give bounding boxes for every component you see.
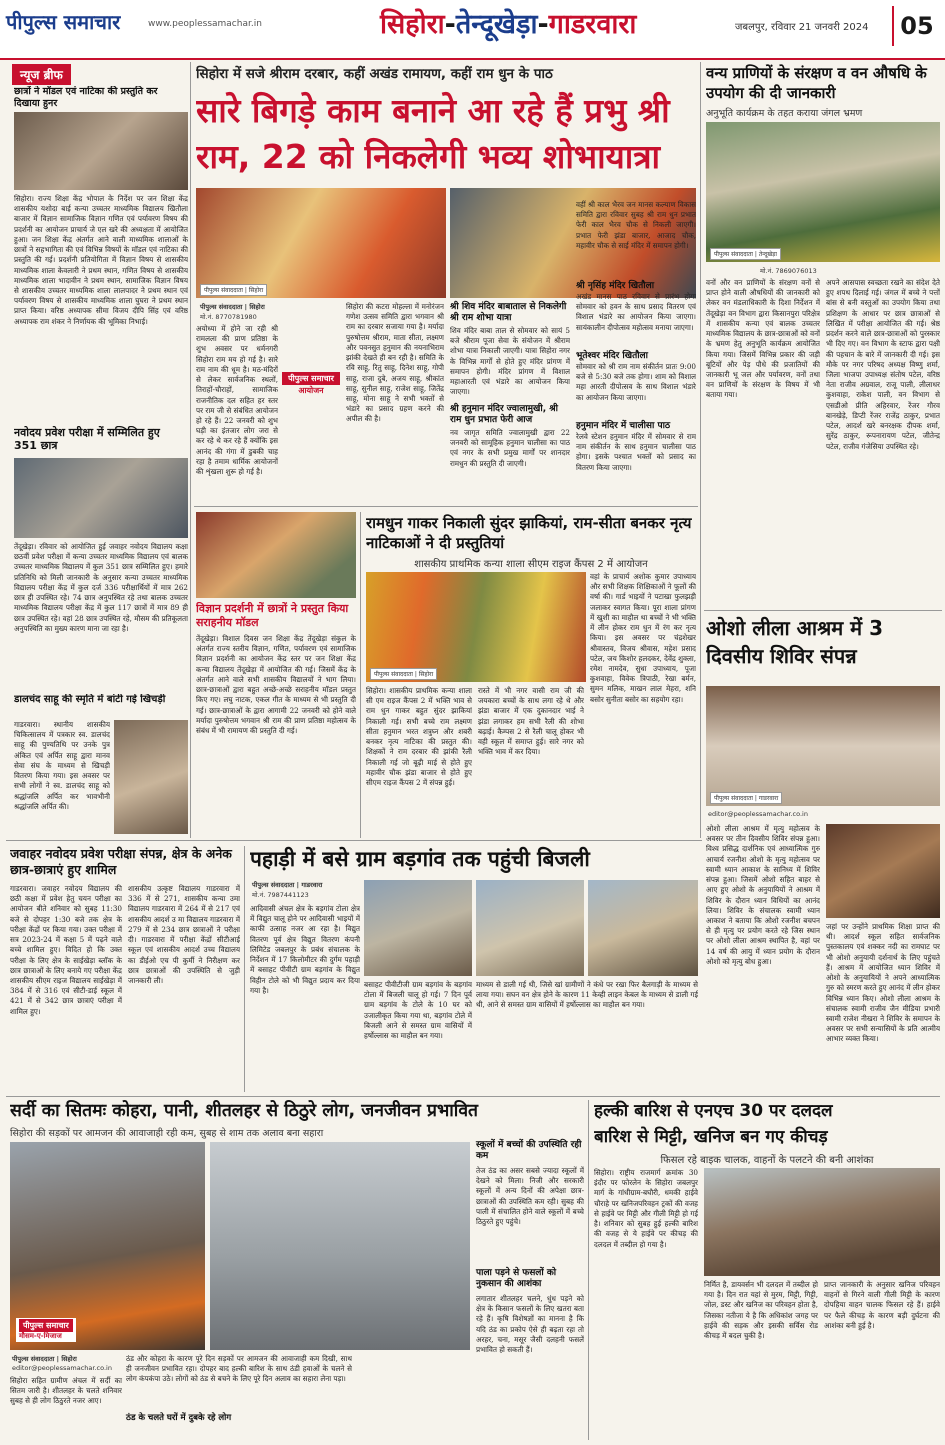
news-brief-column xyxy=(6,62,188,838)
cold-headline: सर्दी का सितमः कोहरा, पानी, शीतलहर से ठिठुरे लोग, जनजीवन प्रभावित xyxy=(10,1101,479,1121)
cold-logo-sub: मौसम-ए-मिजाज xyxy=(19,1332,62,1340)
nh30-body-2: निर्मित है, डायवर्सन भी दलदल में तब्दील हो गया है। दिन रात यहां से मुरम, मिट्टी, गिट्टी, जोल, डस्ट और खनिज का परिवहन होता है, जिसका नतीजा ये है कि अधिकांश जगह पर हाईवे की सड़क और इसकी सर्विस रोड कीचड़ में बदल चुकी है। xyxy=(704,1280,818,1341)
lead-body-6: अखंड मानस पाठ रविवार से प्रारंभ होगा सोमवार को हवन के साथ प्रसाद वितरण एवं विशाल भंडारे का आयोजन किया जाएगा। सायंकालीन दीपोत्सव महोत्सव मनाया जाएगा। xyxy=(576,292,696,332)
navodaya-body-2: शासकीय उत्कृष्ट विद्यालय गाडरवारा में 336 में से 271, शासकीय कन्या उमा विद्यालय गाडरवारा में 264 में से 217 एवं शासकीय आदर्श उ मा विद्यालय गाडरवारा में 279 में से 234 छात्र छात्राओं ने परीक्षा दी। गाडरवारा में परीक्षा केंद्रों सीटीआई स्कूल एवं शासकीय आदर्श उच्च विद्यालय का डीईओ एच पी कुर्मी ने निरीक्षण कर छात्र छात्राओं की उपस्थिति से जुड़ी जानकारी ली। xyxy=(128,884,240,985)
ramdhun-photo-caption: पीपुल्स संवाददाता | सिहोरा xyxy=(370,668,437,680)
khichdi-photo xyxy=(114,720,188,834)
nh30-deck: फिसल रहे बाइक चालक, वाहनों के पलटने की बनी आशंका xyxy=(660,1155,874,1166)
lead-body-3: शिव मंदिर बाबा ताल से सोमवार को सायं 5 बजे श्रीराम पूजा सेवा के संयोजन में श्रीराम शोभा यात्रा निकाली जाएगी। यात्रा सिहोरा नगर के विभिन्न मार्गों से होते हुए मंदिर प्रांगण में समापन होगी। मंदिर प्रांगण में विशाल महाआरती एवं भंडारे का आयोजन किया जाएगा। xyxy=(450,326,570,397)
nh30-photo xyxy=(704,1168,940,1276)
cold-deck: सिहोरा की सड़कों पर आमजन की आवाजाही रही कम, सुबह से शाम तक अलाव बना सहारा xyxy=(10,1128,324,1139)
page-number: 05 xyxy=(892,6,940,46)
cold-body-2: ठंड और कोहरा के कारण पूरे दिन सड़कों पर आमजन की आवाजाही कम दिखी, साथ ही जनजीवन प्रभावित रहा। दोपहर बाद हल्की बारिश के साथ ठंडी हवाओं के चलने से लोग कंपकंपा उठे। लोगों को ठंड से बचने के लिए पूरे दिन अलाव का सहारा लेना पड़ा। xyxy=(126,1354,352,1384)
osho-photo xyxy=(706,686,940,806)
lead-logo-sub: आयोजन xyxy=(298,386,324,395)
cold-sub-1: ठंड के चलते घरों में दुबके रहे लोग xyxy=(126,1413,232,1423)
lead-body-1: अयोध्या में होने जा रही श्री रामलला की प्राण प्रतिष्ठा के शुभ अवसर पर धर्मनगरी सिहोरा राम मय हो गई है। सारे राम नाम की धूम है। मठ-मंदिरों से लेकर सार्वजनिक स्थलों, तिराहों-चौराहों, सामाजिक राजनीतिक दल सहित हर स्तर पर राम जी से संबंधित आयोजन हो रहे हैं। 22 जनवरी को शुभ घड़ी का इंतजार लोग जरा से कर रहे थे कर रहे हैं क्योंकि इस आनंद की गंगा में डुबकी चाह रहा है तमाम धार्मिक आयोजनों की शृंखला शुरू हो गई है। xyxy=(196,324,278,477)
section-dash-2: - xyxy=(537,9,549,40)
electricity-photo-1 xyxy=(364,880,472,976)
wildlife-phone: मो.नं. 7869076013 xyxy=(760,267,817,275)
navodaya-brief-headline: नवोदय प्रवेश परीक्षा में सम्मिलित हुए 351 छात्र xyxy=(14,426,160,453)
osho-email: editor@peoplessamachar.co.in xyxy=(708,810,808,818)
lead-photo-rama-darbar xyxy=(196,188,446,298)
cold-logo-tag xyxy=(16,1318,76,1342)
website: www.peoplessamachar.in xyxy=(148,19,262,29)
electricity-headline: पहाड़ी में बसे ग्राम बड़गांव तक पहुंची बिजली xyxy=(250,847,590,871)
masthead xyxy=(0,0,945,60)
osho-headline: ओशो लीला आश्रम में 3 दिवसीय शिविर संपन्न xyxy=(706,616,884,668)
osho-photo-caption: पीपुल्स संवाददाता | गाडरवारा xyxy=(710,792,782,804)
lead-logo-tag xyxy=(282,372,340,400)
electricity-byline: पीपुल्स संवाददाता | गाडरवारा xyxy=(252,881,323,889)
cold-byline: पीपुल्स संवाददाता | सिहोरा xyxy=(12,1355,77,1363)
electricity-body-2: बसाहट पीवीटीजी ग्राम बड़गांव के बड़गांव टोला में बिजली चालू हो गई। 7 दिन पूर्व ग्राम बड़गांव के टोले के 10 घर को उजालीकृत किया गया था, बड़गांव टोले में बिजली आने से समस्त ग्राम वासियों में हर्षोल्लास का माहौल बन गया। xyxy=(364,980,472,1041)
wildlife-body-1: वनों और वन प्राणियों के संरक्षण वनों से प्राप्त होने वाली औषधियों की जानकारी को लेकर वन मंडलाधिकारी के दिशा निर्देशन में तेंदूखेड़ा वन विभाग द्वारा किसानपुरा परिक्षेत्र में शासकीय कन्या एवं बालक उच्चतर माध्यमिक विद्यालय के छात्र-छात्राओं को वनों के भ्रमण हेतु अनुभूति कार्यक्रम आयोजित किया गया। जिसमें विभिन्न प्रकार की जड़ी बूटियों और पेड़ पौधे की प्रजातियों की जानकारी भू जल और पर्यावरण, वनों तथा वन प्राणियों के संरक्षण के विषय में भी बताया गया। xyxy=(706,278,820,400)
section-title xyxy=(380,4,636,41)
lead-sub-1: श्री शिव मंदिर बाबाताल से निकलेगी श्री राम शोभा यात्रा xyxy=(450,302,567,323)
navodaya-brief-body: तेंदूखेड़ा। रविवार को आयोजित हुई जवाहर नवोदय विद्यालय कक्षा छठवीं प्रवेश परीक्षा में कन्या उच्चतर माध्यमिक विद्यालय एवं बालक उच्चतर माध्यमिक विद्यालय में कुल 351 छात्र सम्मिलित हुए। हमारे प्रतिनिधि को मिली जानकारी के अनुसार कन्या उच्चतर माध्यमिक विद्यालय परीक्षा केंद्र में कुल दर्ज 336 परीक्षार्थियों में मात्र 262 छात्र ही उपस्थित रहे। 74 छात्र अनुपस्थित रहे तथा बालक उच्चतर माध्यमिक विद्यालय परीक्षा केंद्र में कुल 117 छात्रों में मात्र 89 ही छात्र उपस्थित रहे। वहां 28 छात्र उपस्थित रहे, मौसम की प्रतिकूलता अनुपस्थिति का मुख्य कारण माना जा रहा है। xyxy=(14,542,188,633)
navodaya-brief-photo xyxy=(14,458,188,538)
cold-photo-1 xyxy=(10,1142,205,1350)
section-dash-1: - xyxy=(444,9,456,40)
lead-sub-3: श्री नृसिंह मंदिर खितौला xyxy=(576,281,655,291)
ramdhun-photo xyxy=(366,572,586,682)
khichdi-body: गाडरवारा। स्थानीय शासकीय चिकित्सालय में पत्रकार स्व. डालचंद साहू की पुण्यतिथि पर उनके पुत्र अंकित एवं अर्पित साहू द्वारा मानव सेवा संघ के माध्यम से खिचड़ी वितरण किया गया। इस अवसर पर सभी लोगों ने स्व. डालचंद साहू को श्रद्धांजलि अर्पित कर भावभीनी श्रद्धांजलि अर्पित की। xyxy=(14,720,110,811)
lead-body-5: वहीं श्री काल भैरव जन मानस कल्याण विकास समिति द्वारा रविवार सुबह श्री राम धुन प्रभात फेरी काल भैरव चौक से निकली जाएगी। प्रभात फेरी झंडा बाजार, आजाद चौक, महावीर चौक से साई मंदिर में समापन होगी। xyxy=(576,200,696,250)
electricity-body-1: आदिवासी अंचल क्षेत्र के बड़गांव टोला क्षेत्र में विद्युत चालू होने पर आदिवासी भाइयों में काफी उत्साह नजर आ रहा है। विद्युत वितरण पूर्व क्षेत्र विद्युत वितरण कंपनी लिमिटेड जबलपुर के प्रबंध संचालक के निर्देशन में 17 किलोमीटर की दुर्गम पहाड़ी में बसाहट पीवीटी ग्राम बड़गांव के विद्युत विहीन टोले को भी विद्युत प्रदाय कर दिया गया है। xyxy=(250,904,360,995)
news-brief-headline: छात्रों ने मॉडल एवं नाटिका की प्रस्तुति कर दिखाया हुनर xyxy=(14,86,158,110)
cold-sub-2: स्कूलों में बच्चों की उपस्थिति रही कम xyxy=(476,1140,582,1161)
news-brief-photo xyxy=(14,112,188,190)
osho-body-2: जहां पर उन्होंने प्राथमिक शिक्षा प्राप्त की थी। आदर्श स्कूल सहित सार्वजनिक पुस्तकालय एवं शक्कर नदी का रामघाट पर भी ओशो अनुयायी दर्शनार्थ के लिए पहुंचते हैं। आश्रम में आयोजित ध्यान शिविर में ओशो के अनुयायियों ने अपने आध्यात्मिक गुरु को स्मरण करते हुए आनंद में लीन होकर विभिन्न ध्यान किए। ओशो लीला आश्रम के संचालक स्वामी राजीव जैन मीडिया प्रभारी स्वामी राजेश नीखरा ने शिविर के समापन के अवसर पर सभी सन्यासियों के प्रति आत्मीय आभार व्यक्त किया। xyxy=(826,922,940,1044)
nh30-headline: हल्की बारिश से एनएच 30 पर दलदल xyxy=(594,1101,833,1121)
brand-logo: पीपुल्स समाचार xyxy=(6,10,121,34)
wildlife-headline: वन्य प्राणियों के संरक्षण व वन औषधि के उपयोग की दी जानकारी xyxy=(706,64,927,102)
wildlife-photo xyxy=(706,122,940,262)
electricity-photo-3 xyxy=(588,880,698,976)
wildlife-body-2: अपने आसपास स्वच्छता रखने का संदेश देते हुए शपथ दिलाई गई। जंगल में बच्चे ने पत्तों बांस से बनी वस्तुओं का उपयोग किया तथा प्रशिक्षण के आधार पर छात्र छात्राओं से लिखित में परीक्षा आयोजित की गई। श्रेष्ठ प्रदर्शन करने वाले छात्र-छात्राओं को पुरस्कार भी दिए गए। वन विभाग के स्टाफ द्वारा पक्षी की पहचान के बारे में जानकारी दी गई। इस मौके पर नगर परिषद अध्यक्ष विष्णु शर्मा, जिला भाजपा उपाध्यक्ष संतोष पटेल, वरिष्ठ नेता राजीव अग्रवाल, राजू पाली, लीलाधर कुशवाहा, राकेश पाली, वन विभाग से एसडीओ प्रीति अहिरवार, रेंजर गौरव बानखेड़े, डिप्टी रेंजर राजेंद्र ठाकुर, प्रभात पटेल, आदर्श खरे बनरक्षक दीपक शर्मा, सुरेंद्र ठाकुर, रूपनारायण पटेल, जीतेन्द्र पटेल, राजीव गंजेसिया उपस्थित रहे। xyxy=(826,278,940,451)
news-brief-label: न्यूज ब्रीफ xyxy=(12,64,71,85)
electricity-phone: मो.नं. 7987441123 xyxy=(252,891,309,899)
cold-body-1: सिहोरा सहित ग्रामीण अंचल में सर्दी का सितम जारी है। शीतलहर के चलते शनिवार सुबह से ही लोग ठिठुरते नजर आए। xyxy=(10,1376,122,1406)
lead-body-4: नव जागृत समिति ज्वालामुखी द्वारा 22 जनवरी को सामूहिक हनुमान चालीसा का पाठ एवं नगर के सभी प्रमुख मार्गों पर शानदार रामधुन की प्रस्तुति दी जाएगी। xyxy=(450,428,570,468)
nh30-body-3: प्राप्त जानकारी के अनुसार खनिज परिवहन वाहनों से गिरने वाली गीली मिट्टी के कारण दोपहिया वाहन चालक फिसल रहे हैं। हाईवे पर फैले कीचड़ के कारण बड़ी दुर्घटना की आशंका बनी हुई है। xyxy=(824,1280,940,1330)
news-brief-body: सिहोरा। राज्य शिक्षा केंद्र भोपाल के निर्देश पर जन शिक्षा केंद्र शासकीय यशोदा बाई कन्या उच्चतर माध्यमिक विद्यालय खितौला बाजार में विज्ञान सामाजिक विज्ञान गणित एवं पर्यावरण विषय की प्रदर्शनी का आयोजन प्राचार्य जे एल खरे की अध्यक्षता में आयोजित हुआ। जन शिक्षा केंद्र अंतर्गत आने वाली माध्यमिक शालाओं के छात्रों ने सहभागिता की एवं विभिन्न विषयों के मॉडल एवं नाटिका की प्रस्तुति की गई। प्रदर्शनी प्रतियोगिता में विज्ञान विषय से शासकीय माध्यमिक शाला केवलारी ने प्रथम स्थान, गणित विषय से शासकीय माध्यमिक शाला भादावीन ने प्रथम स्थान, सामाजिक विज्ञान विषय से शासकीय उच्चतर माध्यमिक शाला लालपादर ने प्रथम स्थान एवं पर्यावरण विषय से शासकीय माध्यमिक शाला घुघरा ने प्रथम स्थान प्राप्त किया। वरिष्ठ अध्यापक सीमा विजय दीपि सिंह एवं वरिष्ठ अध्यापक राम शंकर ने निर्णायक की भूमिका निभाई। xyxy=(14,194,188,326)
cold-email: editor@peoplessamachar.co.in xyxy=(12,1364,112,1372)
dateline: जबलपुर, रविवार 21 जनवरी 2024 xyxy=(735,22,869,33)
lead-sub-5: हनुमान मंदिर में चालीसा पाठ xyxy=(576,421,671,431)
lead-sub-2: श्री हनुमान मंदिर ज्वालामुखी, श्री राम धुन प्रभात फेरी आज xyxy=(450,404,559,425)
ramdhun-body-1: सिहोरा। शासकीय प्राथमिक कन्या शाला सी एम राइज कैंपस 2 में भक्ति भाव से राम धुन गाकर बहुत सुंदर झाकियां निकाली गई। सभी बच्चे राम लक्ष्मण सीता हनुमान भरत शत्रुघ्न और शबरी बनकर नृत्य नाटिका की प्रस्तुत की। शिक्षकों ने राम दरबार की झांकी रैली निकाली गई जो बूढ़ी माई से होते हुए महावीर चौक झंडा बाजार से होते हुए सीएम राइज कैंपस 2 में संपन्न हुई। xyxy=(366,686,472,787)
lead-kicker: सिहोरा में सजे श्रीराम दरबार, कहीं अखंड रामायण, कहीं राम धुन के पाठ xyxy=(196,66,553,82)
cold-photo-2 xyxy=(210,1142,470,1350)
electricity-photo-2 xyxy=(476,880,584,976)
ramdhun-body-3: वहां के प्राचार्य अशोक कुमार उपाध्याय और सभी शिक्षक शिक्षिकाओं ने फूलों की वर्षा की। गार्ड भाइयों ने पटाखा फुलझड़ी जलाकर स्वागत किया। पूरा शाला प्रांगण में खुशी का माहौल था बच्चों ने भी भक्ति में लीन होकर राम धुन में रंग कर नृत्य किया। इस अवसर पर चंद्रशेखर श्रीवास्तव, विजय श्रीवास, महेश प्रसाद पटेल, जय किशोर हलदकर, देवेंद्र शुक्ला, रमेश नामदेव, सुधा उपाध्याय, पूजा कुशवाहा, विवेक त्रिपाठी, रेखा बर्मन, सुमन मलिक, माखन लाल मेहरा, शनि बसोर सुनीता बसोर का सहयोग रहा। xyxy=(590,572,696,704)
lead-phone: मो.नं. 8770781980 xyxy=(200,313,257,321)
osho-photo-2 xyxy=(826,824,940,918)
nh30-headline-2: बारिश से मिट्टी, खनिज बन गए कीचड़ xyxy=(594,1127,828,1147)
ramdhun-headline: रामधुन गाकर निकाली सुंदर झाकियां, राम-सीता बनकर नृत्य नाटिकाओं ने दी प्रस्तुतियां xyxy=(366,514,692,552)
wildlife-photo-caption: पीपुल्स संवाददाता | तेन्दूखेड़ा xyxy=(710,248,781,260)
lead-byline: पीपुल्स संवाददाता | सिहोरा xyxy=(200,303,265,311)
cold-body-3: तेज ठंड का असर सबसे ज्यादा स्कूलों में देखने को मिला। निजी और सरकारी स्कूलों में अन्य दिनों की अपेक्षा छात्र-छात्राओं की उपस्थिति कम रही। सुबह की पाली में संचालित होने वाले स्कूलों में बच्चे ठिठुरते हुए पहुंचे। xyxy=(476,1166,584,1227)
cold-body-4: लगातार शीतलहर चलने, धुंध पड़ने को क्षेत्र के किसान फसलों के लिए खतरा बता रहे हैं। कृषि विशेषज्ञों का मानना है कि यदि ठंड का प्रकोप ऐसे ही बढ़ता रहा तो अरहर, चना, मसूर जैसी दलहनी फसलें प्रभावित हो सकती हैं। xyxy=(476,1294,584,1355)
section-sihora: सिहोरा xyxy=(380,9,445,40)
section-gadarwara: गाडरवारा xyxy=(548,9,637,40)
ramdhun-deck: शासकीय प्राथमिक कन्या शाला सीएम राइज कैंपस 2 में आयोजन xyxy=(414,559,648,570)
osho-body-1: ओशो लीला आश्रम में मृत्यु महोत्सव के अवसर पर तीन दिवसीय शिविर संपन्न हुआ। विश्व प्रसिद्ध दार्शनिक एवं आध्यात्मिक गुरु आचार्य रजनीश ओशो के मृत्यु महोत्सव पर स्वामी ध्यान आकाश के सानिध्य में शिविर संपन्न हुआ। जिसमें ओशो सहित बाहर से आए हुए ओशो के अनुयायियों ने आश्रम में शिविर के दौरान ध्यान विधियों का आनंद लिया। शिविर के संचालक स्वामी ध्यान आकाश ने बताया कि ओशो रजनीश बचपन से ही मृत्यु पर प्रयोग करते रहे जिस स्थान पर ओशो लीला आश्रम स्थापित है, वहां पर 14 वर्ष की आयु में ध्यान प्रयोग के दौरान ओशो को मृत्यु बोध हुआ। xyxy=(706,824,820,966)
lead-body-7: सोमवार को श्री राम नाम संकीर्तन प्रातः 9:00 बजे से 5:30 बजे तक होगा। शाम को विशाल महा आरती दीपोत्सव के साथ विशाल भंडारे का आयोजन किया जाएगा। xyxy=(576,362,696,402)
cold-sub-3: पाला पड़ने से फसलों को नुकसान की आशंका xyxy=(476,1268,557,1289)
nh30-body-1: सिहोरा। राष्ट्रीय राजमार्ग क्रमांक 30 इंदौर पर फोरलेन के सिहोरा जबलपुर मार्ग के गांधीग्राम-बघौरी, धमकी हाईवे चौराहे पर खनिजपरिवहन ट्रकों की वजह से हाईवे पर मिट्टी और गीली मिट्टी हो गई है। शनिवार को सुबह हुई हल्की बारिश की वजह से ये हाईवे पर कीचड़ की दलदल में तब्दील हो गया है। xyxy=(594,1168,698,1249)
lead-headline: सारे बिगड़े काम बनाने आ रहे हैं प्रभु श्री राम, 22 को निकलेगी भव्य शोभायात्रा xyxy=(196,91,670,176)
science-photo xyxy=(196,512,356,598)
lead-photo-caption: पीपुल्स संवाददाता | सिहोरा xyxy=(200,284,267,296)
lead-body-8: रेलवे स्टेशन हनुमान मंदिर में सोमवार से राम नाम संकीर्तन के साथ हनुमान चालीसा पाठ होगा। इसके पश्चात भक्तों को प्रसाद का वितरण किया जाएगा। xyxy=(576,432,696,472)
lead-sub-4: भूतेश्वर मंदिर खितौला xyxy=(576,351,648,361)
khichdi-headline: डालचंद साहू की स्मृति में बांटी गई खिचड़ी xyxy=(14,694,166,705)
wildlife-deck: अनुभूति कार्यक्रम के तहत कराया जंगल भ्रमण xyxy=(706,108,863,119)
lead-logo-brand: पीपुल्स समाचार xyxy=(282,372,340,385)
ramdhun-body-2: रास्ते में भी नगर वासी राम जी की जयकारा बच्चों के साथ लगा रहे थे और झंडा बाजार में एक दुकानदार भाई ने झंडा लगाकर हम सभी रैली की शोभा बढ़ाई। कैम्पस 2 से रैली चालू होकर भी वही स्कूल में समाप्त हुई। सारे नगर को भक्ति भाव में कर दिया। xyxy=(478,686,584,757)
lead-body-2: सिहोरा की कटरा मोहल्ला में मनोरंजन गणेश उत्सव समिति द्वारा भगवान श्री राम का दरबार सजाया गया है। मर्यादा पुरुषोत्तम श्रीराम, माता सीता, लक्ष्मण और पवनसुत हनुमान की नयनाभिराम झांकी देखते ही बन रही है। समिति के रवि साहू, रितु साहू, दिनेश साहू, गोपी साहू, राजा दुबे, अजय साहू, श्रीकांत साहू, सुनील साहू, राजेश साहू, जितेंद्र साहू, मोना साहू ने सभी भक्तों से भंडारे का प्रसाद ग्रहण करने की अपील की है। xyxy=(346,302,444,424)
cold-logo-brand: पीपुल्स समाचार xyxy=(19,1319,73,1332)
science-headline: विज्ञान प्रदर्शनी में छात्रों ने प्रस्तुत किया सराहनीय मॉडल xyxy=(196,602,349,629)
science-body: तेंदूखेड़ा। विशाल दिवस जन शिक्षा केंद्र तेंदूखेड़ा संकुल के अंतर्गत राज्य स्तरीय विज्ञान, गणित, पर्यावरण एवं सामाजिक विज्ञान प्रदर्शनी का आयोजन केंद्र स्तर पर जन शिक्षा केंद्र कन्या विद्यालय तेंदूखेड़ा में आयोजित की गई। जिसमें केंद्र के अंतर्गत आने वाले सभी शासकीय विद्यालयों ने भाग लिया। छात्र-छात्राओं द्वारा बहुत अच्छे-अच्छे सराहनीय मॉडल प्रस्तुत किए गए। लघु नाटक, एकल गीत के माध्यम से भी प्रस्तुति दी गई। छात्र-छात्राओं के द्वारा आगामी 22 जनवरी को होने वाले मर्यादा पुरुषोत्तम भगवान श्री राम की प्राण प्रतिष्ठा महोत्सव के संबंध में भी रामायण की प्रस्तुति दी गई। xyxy=(196,634,356,735)
section-tendukheda: तेन्दूखेड़ा xyxy=(455,9,538,40)
navodaya-headline: जवाहर नवोदय प्रवेश परीक्षा संपन्न, क्षेत्र के अनेक छात्र-छात्राएं हुए शामिल xyxy=(10,846,232,878)
electricity-body-3: माध्यम से डाली गई थी, जिसे खां ग्रामीणों ने कंधे पर रखा फिर बैलगाड़ी के माध्यम से लाया गया। सघन वन क्षेत्र होने के कारण 11 केव्ही लाइन केबल के माध्यम से डाली गई थी, आने से समस्त ग्राम वासियों में हर्षोल्लास का माहौल बन गया। xyxy=(476,980,698,1010)
navodaya-body-1: गाडरवारा। जवाहर नवोदय विद्यालय की छठी कक्षा में प्रवेश हेतु चयन परीक्षा का आयोजन बीते शनिवार को सुबह 11:30 बजे से दोपहर 1:30 बजे तक क्षेत्र के परीक्षा केंद्रों पर किया गया। उक्त परीक्षा में सत्र 2023-24 में कक्षा 5 में पढ़ने वाले बच्चे शामिल हुए। विदित हो कि उक्त परीक्षा के लिए क्षेत्र के साईखेड़ा ब्लॉक के छात्र छात्राओं के लिए बनाये गए परीक्षा केंद्र शासकीय सीएम राइज विद्यालय साईखेड़ा में 384 में से 316 एवं सीटी-डाई स्कूल में 421 में से 342 छात्र छात्राएं परीक्षा में शामिल हुए। xyxy=(10,884,122,1016)
